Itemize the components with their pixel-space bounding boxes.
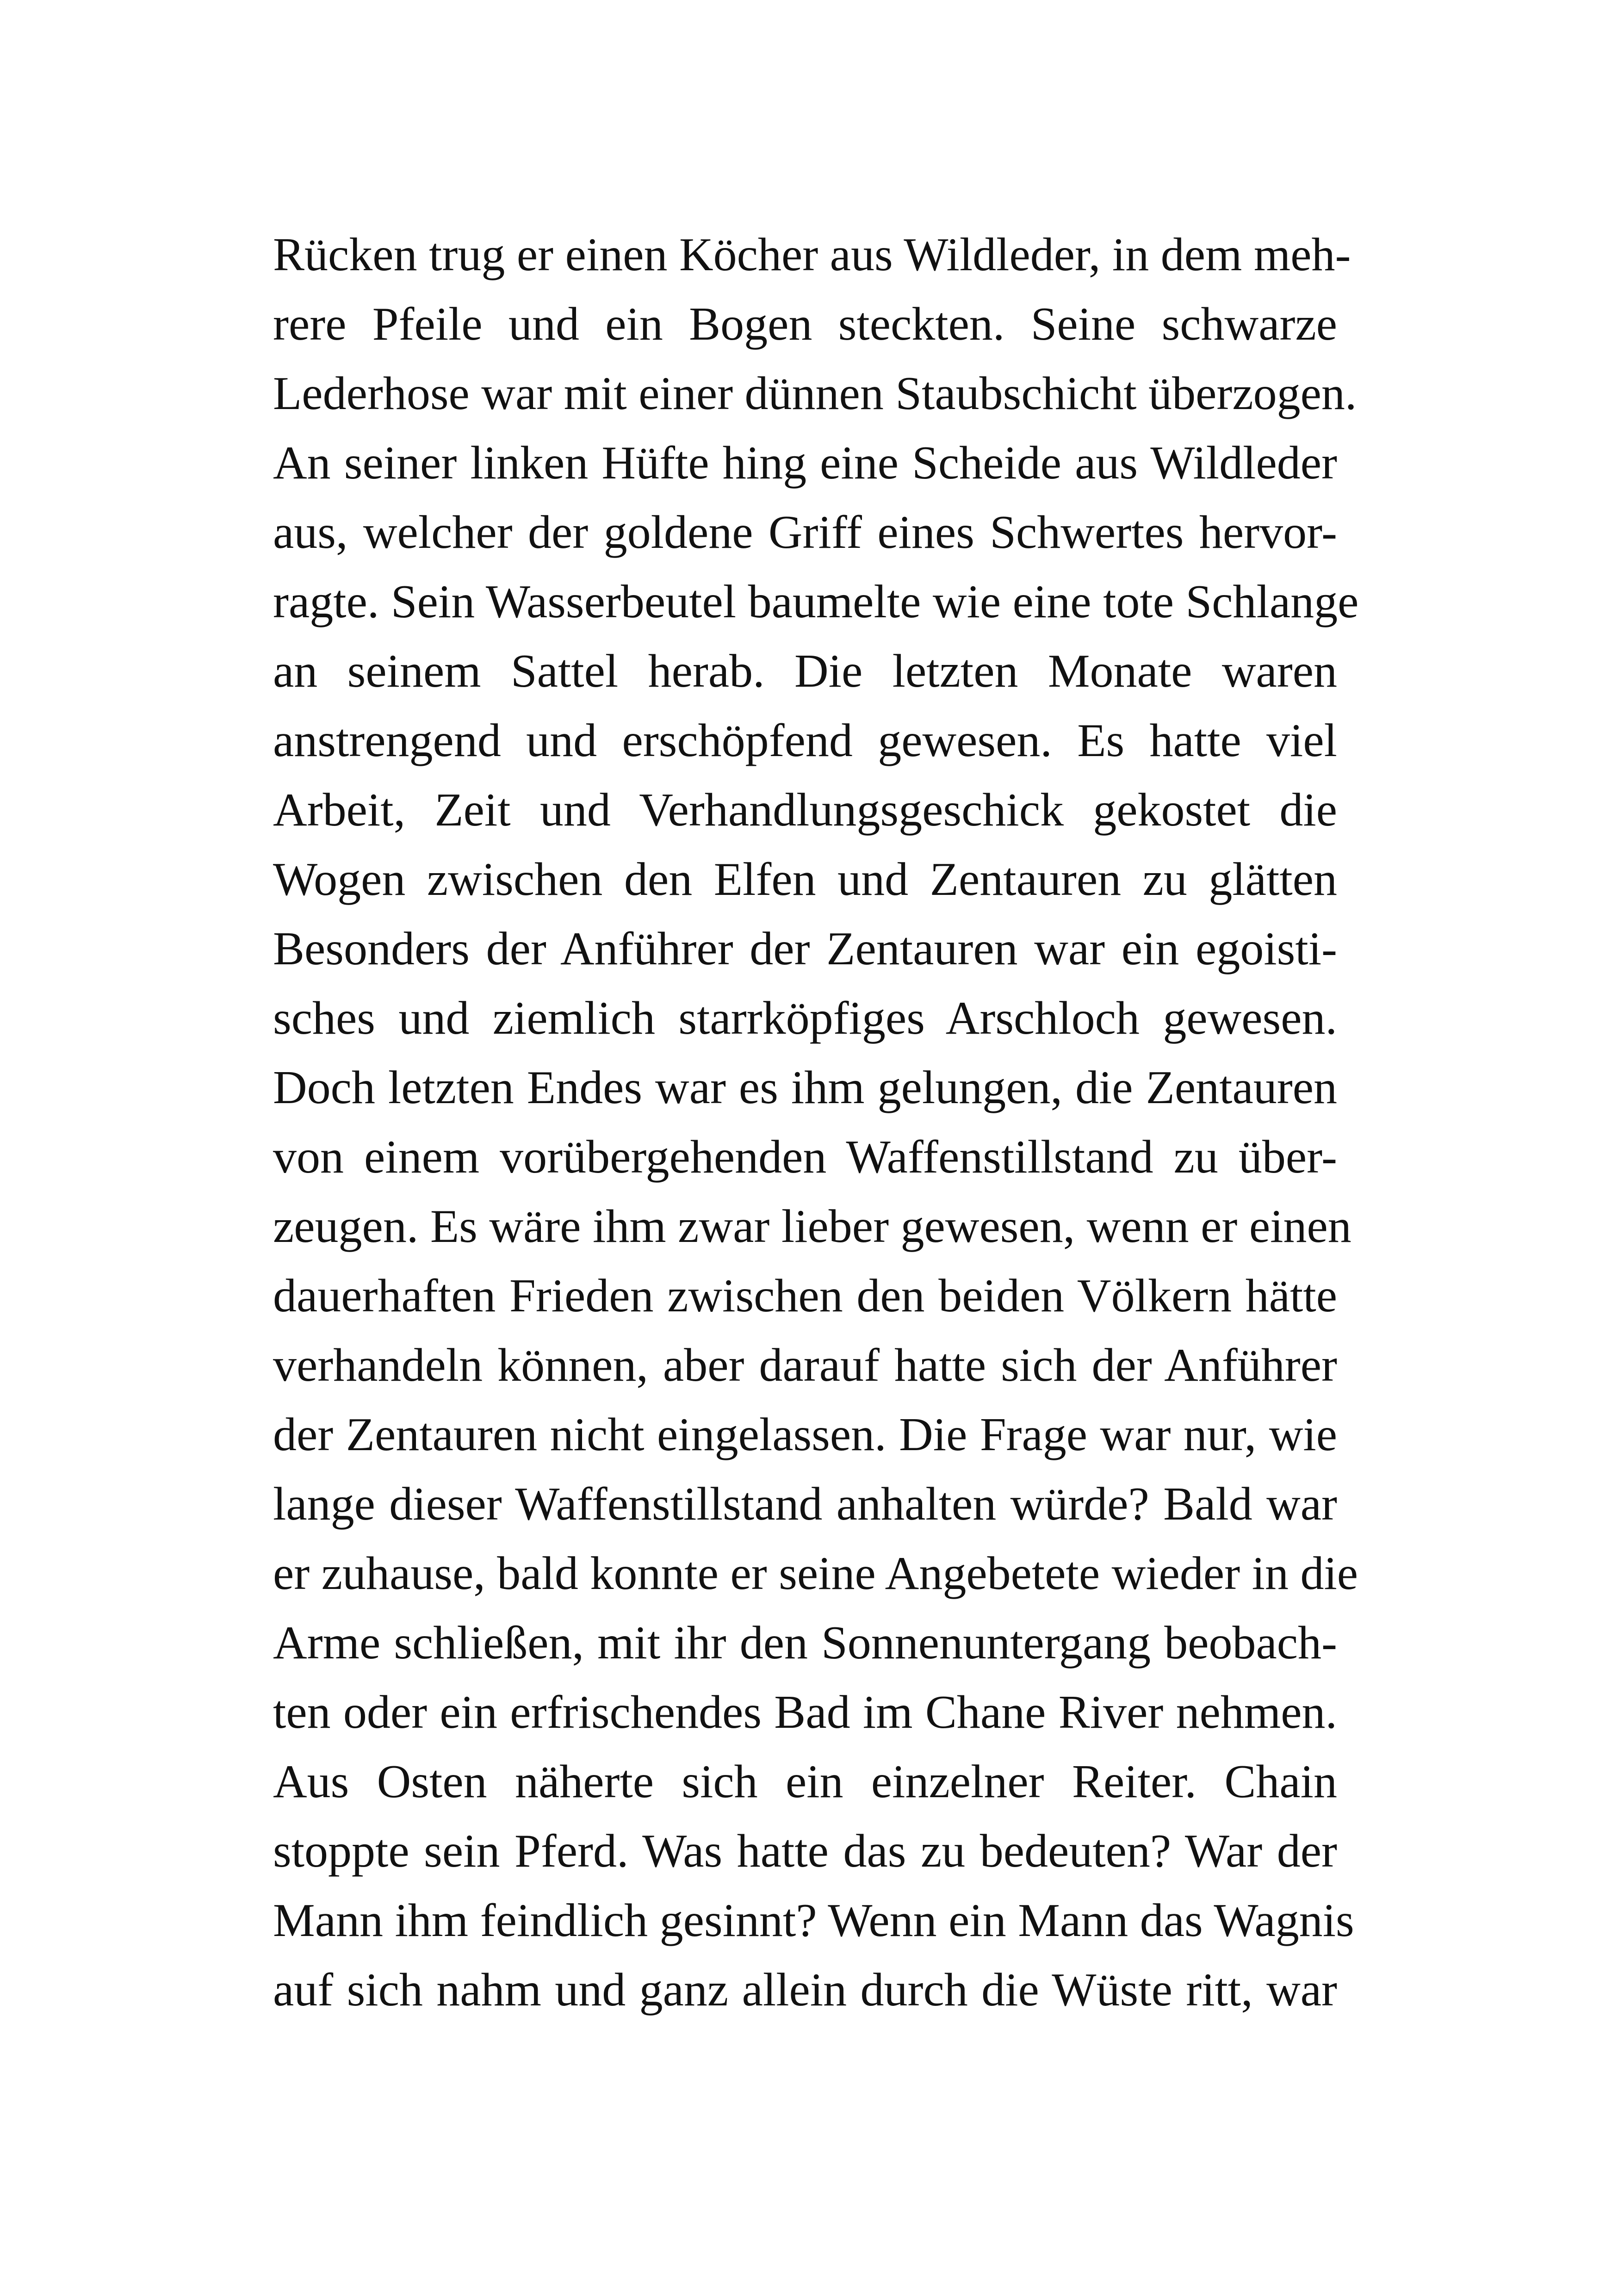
text-line: Aus Osten näherte sich ein einzelner Reiter. Chain [273, 1756, 1337, 1808]
text-line: Arme schließen, mit ihr den Sonnenuntergang beobach- [273, 1617, 1337, 1669]
text-line: er zuhause, bald konnte er seine Angebetete wieder in die [273, 1547, 1358, 1600]
text-line: Wogen zwischen den Elfen und Zentauren zu glätten [273, 853, 1337, 906]
text-line: dauerhaften Frieden zwischen den beiden Völkern hätte [273, 1270, 1337, 1322]
text-line: stoppte sein Pferd. Was hatte das zu bedeuten? War der [273, 1825, 1337, 1877]
text-line: Rücken trug er einen Köcher aus Wildleder, in dem meh- [273, 229, 1351, 281]
text-line: verhandeln können, aber darauf hatte sich der Anführer [273, 1339, 1337, 1391]
text-line: ten oder ein erfrischendes Bad im Chane River nehmen. [273, 1686, 1337, 1738]
text-line: Lederhose war mit einer dünnen Staubschicht überzogen. [273, 367, 1357, 420]
text-line: Arbeit, Zeit und Verhandlungsgeschick gekostet die [273, 784, 1337, 836]
text-line: anstrengend und erschöpfend gewesen. Es hatte viel [273, 714, 1337, 767]
text-line: aus, welcher der goldene Griff eines Schwertes hervor- [273, 506, 1337, 558]
text-line: Besonders der Anführer der Zentauren war ein egoisti- [273, 923, 1337, 975]
text-line: der Zentauren nicht eingelassen. Die Frage war nur, wie [273, 1409, 1337, 1461]
text-line: lange dieser Waffenstillstand anhalten würde? Bald war [273, 1478, 1337, 1530]
text-line: Mann ihm feindlich gesinnt? Wenn ein Mann das Wagnis [273, 1894, 1354, 1947]
text-line: rere Pfeile und ein Bogen steckten. Seine schwarze [273, 298, 1337, 350]
text-line: von einem vorübergehenden Waffenstillstand zu über- [273, 1131, 1337, 1183]
text-line: sches und ziemlich starrköpfiges Arschloch gewesen. [273, 992, 1337, 1044]
text-line: Doch letzten Endes war es ihm gelungen, die Zentauren [273, 1061, 1337, 1114]
text-line: auf sich nahm und ganz allein durch die Wüste ritt, war [273, 1964, 1337, 2016]
body-text [273, 220, 1359, 2025]
text-line: ragte. Sein Wasserbeutel baumelte wie eine tote Schlange [273, 576, 1359, 628]
text-line: An seiner linken Hüfte hing eine Scheide aus Wildleder [273, 437, 1337, 489]
text-line: an seinem Sattel herab. Die letzten Monate waren [273, 645, 1337, 697]
text-line: zeugen. Es wäre ihm zwar lieber gewesen, wenn er einen [273, 1200, 1351, 1253]
